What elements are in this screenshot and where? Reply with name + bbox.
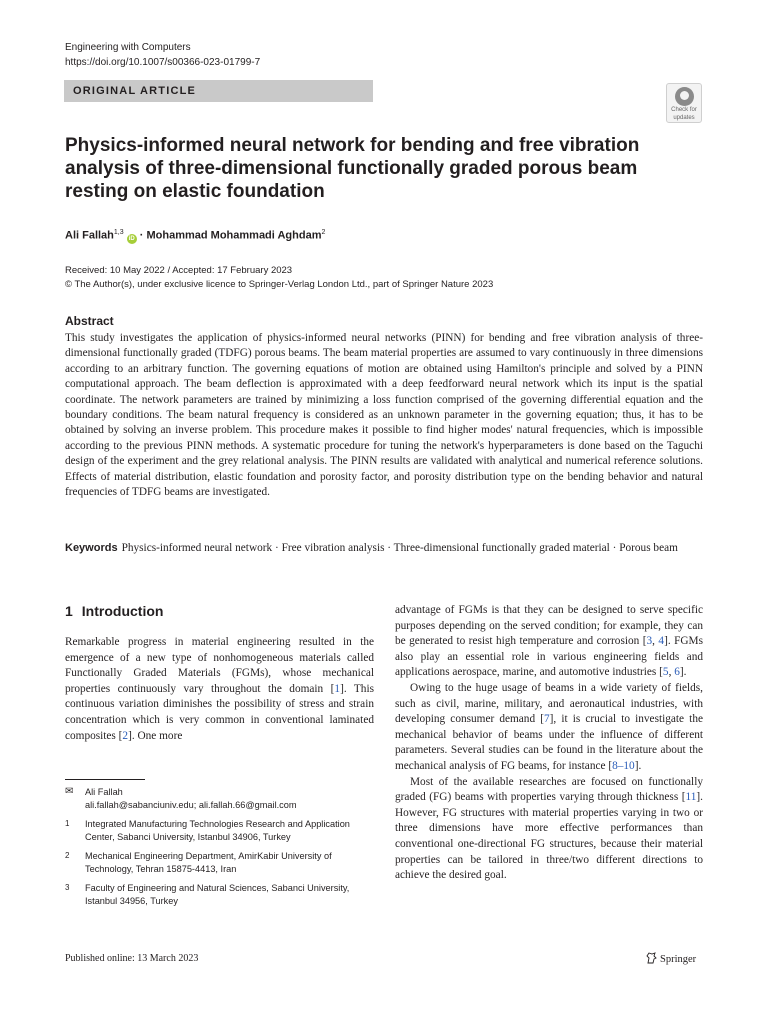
check-for-updates-badge[interactable] [666,83,702,123]
text-run: Owing to the huge usage of beams in a wide variety of fields, such as civil, marine, military, and aeronautical industries, with developing consumer demand [ [395,681,703,726]
author-list [65,225,325,244]
publisher-logo[interactable] [646,952,696,965]
paragraph [395,775,703,884]
abstract-heading: Abstract [65,314,114,328]
affiliation [65,882,374,907]
paragraph [395,681,703,775]
affiliation-number: 3 [65,883,70,892]
citation-link[interactable]: 7 [543,713,550,726]
citation-link[interactable]: 1 [334,682,341,695]
citation-link[interactable]: 3 [646,635,653,648]
keywords-label: Keywords [65,542,118,554]
affiliation-text: Mechanical Engineering Department, AmirKabir University of Technology, Tehran 15875-4413, Iran [85,851,332,874]
received-accepted-dates: Received: 10 May 2022 / Accepted: 17 February 2023 [65,265,293,276]
citation-link[interactable]: 4 [658,635,665,648]
publication-dates [65,264,493,292]
affiliation-text: Faculty of Engineering and Natural Sciences, Sabanci University, Istanbul 34956, Turkey [85,883,350,906]
section-number: 1 [65,603,73,619]
paragraph [395,603,703,681]
keywords [65,541,703,556]
affiliation-text: Integrated Manufacturing Technologies Research and Application Center, Sabanci University, Istanbul 34906, Turkey [85,819,350,842]
check-updates-label-1: Check for [671,107,697,113]
author-affiliation-marker: 2 [321,229,326,236]
text-run: Most of the available researches are focused on functionally graded (FG) beams with properties varying through thickness [ [395,775,703,804]
affiliation [65,850,374,875]
citation-link[interactable]: 8–10 [612,759,635,772]
citation-link[interactable]: 2 [122,729,129,742]
affiliation [65,818,374,843]
keywords-text: Physics-informed neural network · Free vibration analysis · Three-dimensional functionally graded material · Porous beam [121,542,678,554]
journal-name: Engineering with Computers [65,42,191,53]
published-online-date: Published online: 13 March 2023 [65,953,199,964]
section-title: Introduction [81,603,164,619]
envelope-icon: ✉ [65,786,74,797]
text-run: ]. [679,666,687,679]
section-heading [65,603,163,619]
publisher-name: Springer [660,954,697,965]
paragraph [65,635,374,744]
check-updates-label-2: updates [673,114,695,121]
text-run: advantage of FGMs is that they can be designed to serve specific purposes depending on the served condition; for example, they can be generated to resist high temperature and corrosion [ [395,604,703,648]
corresponding-author-email[interactable]: ali.fallah@sabanciuniv.edu; ali.fallah.66@gmail.com [85,799,297,810]
author-name[interactable]: Mohammad Mohammadi Aghdam [146,229,322,242]
author-separator: · [136,229,147,242]
text-run: ]. However, FG structures with material properties varying in two or three dimensions have more effective performances than conventional one-directional FG structures, because their material properties can be tailored in three/two different directions to achieve the desired goal. [395,791,703,882]
affiliation-number: 1 [65,819,70,828]
check-updates-icon [675,87,694,106]
orcid-icon[interactable]: iD [128,235,135,242]
text-run: , [668,666,675,679]
corresponding-author-name: Ali Fallah [85,787,123,797]
corresponding-author-note [65,786,374,811]
citation-link[interactable]: 11 [685,791,697,804]
footnotes [65,786,374,914]
affiliation-number: 2 [65,851,70,860]
article-type-banner: ORIGINAL ARTICLE [64,80,373,102]
citation-link[interactable]: 6 [674,666,680,679]
text-run: ]. [634,759,642,772]
journal-header [65,40,260,70]
doi-link[interactable]: https://doi.org/10.1007/s00366-023-01799-7 [65,57,261,68]
citation-link[interactable]: 5 [662,666,669,679]
abstract-text: This study investigates the application of physics-informed neural networks (PINN) for bending and free vibration analysis of three-dimensional functionally graded (TDFG) porous beams. The beam material properties are assumed to vary continuously in three dimensions according to an arbitrary function. The governing equations of motion are obtained using Hamilton's principle and solved by a PINN computational approach. The beam deflection is approximated with a deep feedforward neural network which its input is the spatial coordinate. The network parameters are trained by minimizing a loss function comprised of the governing differential equation and the boundary conditions. The beam natural frequency is considered as an unknown parameter in the governing equation; thus, it has to be obtained by solving an inverse problem. This procedure makes it possible to find higher modes' natural frequencies, which is impossible according to the previous PINN methods. A systematic procedure for tuning the network's hyperparameters is done based on the Taguchi design of the experiment and the grey relational analysis. The PINN results are validated with analytical and numerical reference solutions. Effects of material distribution, elastic foundation and porosity factor, and porosity distribution type on the bending behavior and natural frequencies of TDFG beams are investigated. [65,332,703,499]
text-run: ]. FGMs also play an essential role in various engineering fields and applications aerospace, marine, and automotive industries [ [395,635,703,679]
copyright-notice: © The Author(s), under exclusive licence to Springer-Verlag London Ltd., part of Springer Nature 2023 [65,279,494,290]
footnote-divider [65,779,145,780]
text-run: Remarkable progress in material engineering resulted in the emergence of a new type of nonhomogeneous materials called Functionally Graded Materials (FGMs), whose mechanical properties continuously vary throughout the domain [ [65,636,374,695]
text-run: ]. This continuous variation diminishes the possibility of stress and strain concentration which is very common in conventional laminated composites [ [65,682,374,742]
text-run: ], it is crucial to investigate the mechanical behavior of beams under the influence of different parameters. Several studies can be found in the literature about the mechanical analysis of FG beams, for instance [ [395,713,703,772]
intro-left-column [65,635,374,744]
intro-right-column [395,603,703,884]
author-affiliation-marker: 1,3 [113,229,124,236]
text-run: , [652,635,659,648]
paper-title: Physics-informed neural network for bending and free vibration analysis of three-dimensional functionally graded porous beam resting on elastic foundation [65,135,640,202]
author-name[interactable]: Ali Fallah [65,229,114,242]
text-run: ]. One more [128,729,183,742]
springer-horse-icon [646,952,657,964]
